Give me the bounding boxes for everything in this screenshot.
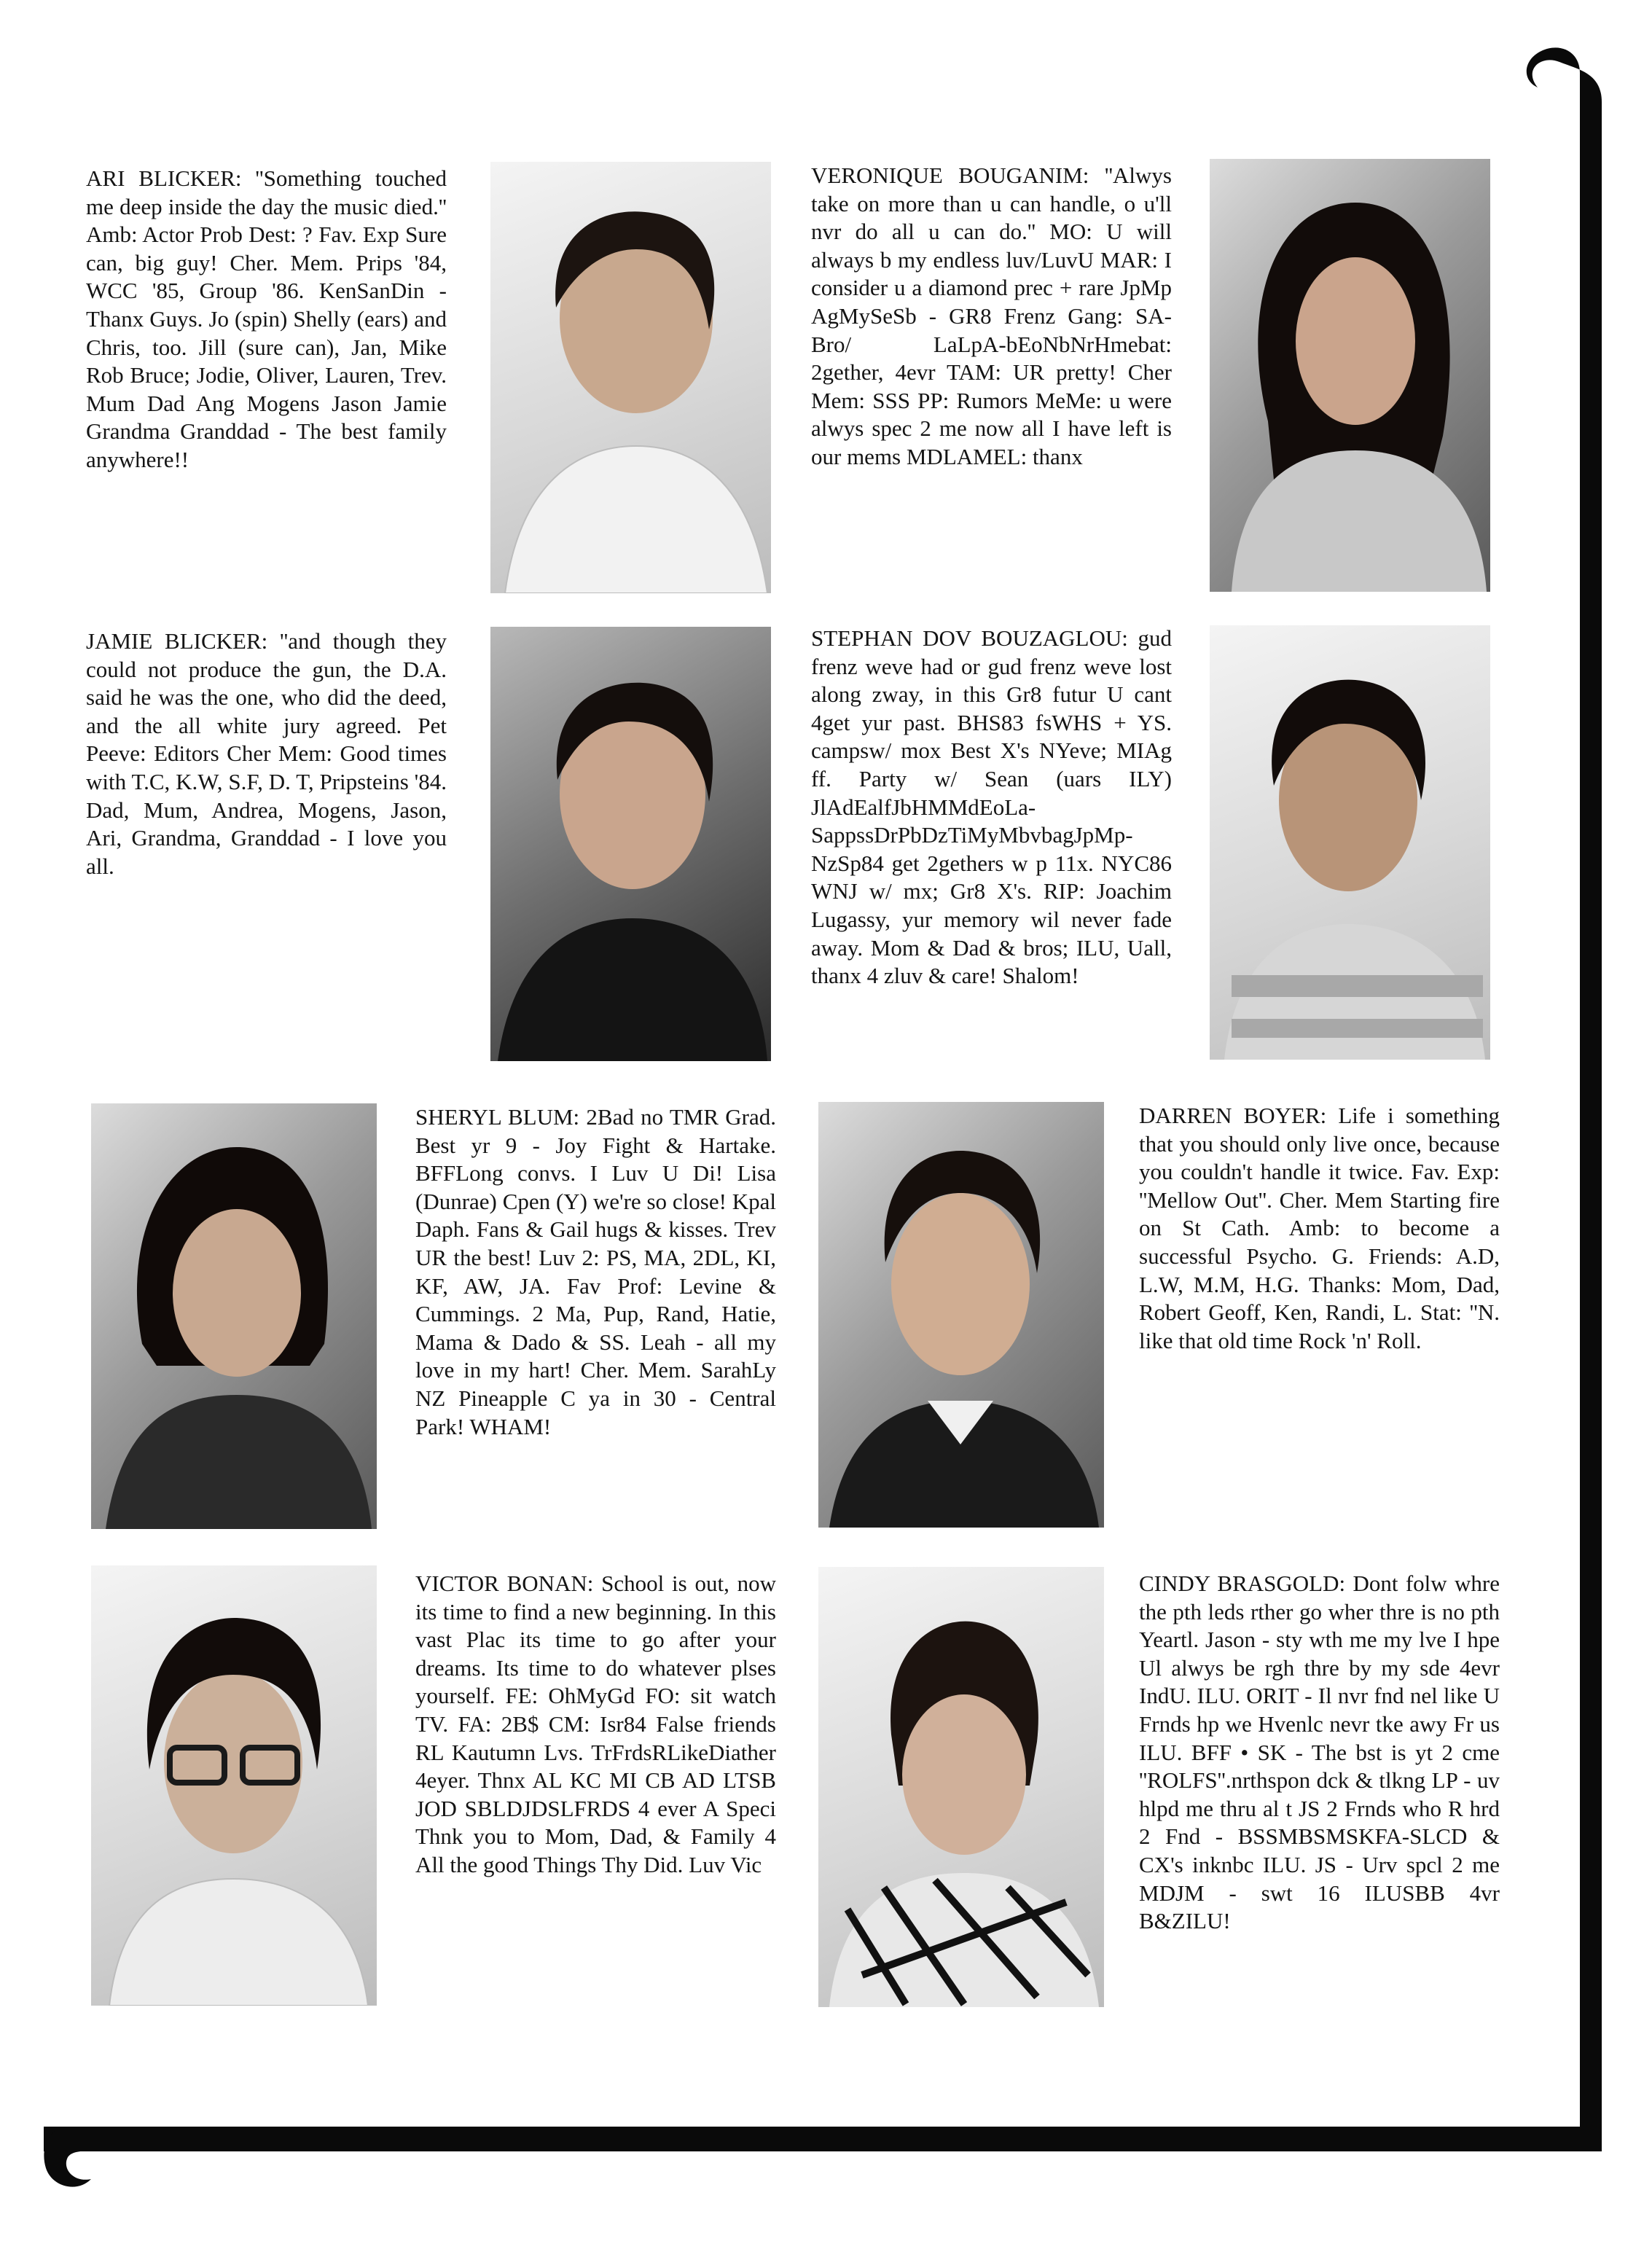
portrait-silhouette-icon — [1210, 625, 1490, 1060]
photo-ari-blicker — [490, 162, 771, 593]
frame-bottom-bar — [44, 2127, 1602, 2151]
portrait-silhouette-icon — [91, 1103, 377, 1529]
portrait-silhouette-icon — [490, 162, 771, 593]
photo-cindy-brasgold — [818, 1567, 1104, 2007]
photo-stephan-bouzaglou — [1210, 625, 1490, 1060]
photo-veronique-bouganim — [1210, 159, 1490, 592]
entry-victor-bonan: VICTOR BONAN: School is out, now its time to find a new beginning. In this vast Plac its time to go after your dreams. Its time to do whatever plses yourself. FE: OhMyGd FO: sit watch TV. FA: 2B$ CM: Isr84 False friends RL Kautumn Lvs. TrFrdsRLikeDiather 4eyer. Thnx AL KC MI CB AD LTSB JOD SBLDJDSLFRDS 4 ever A Speci Thnk you to Mom, Dad, & Family 4 All the good Things Thy Did. Luv Vic — [415, 1571, 776, 1877]
frame-curl-bottom — [40, 2084, 120, 2194]
entry-sheryl-blum: SHERYL BLUM: 2Bad no TMR Grad. Best yr 9 - Joy Fight & Hartake. BFFLong convs. I Luv U Di! Lisa (Dunrae) Cpen (Y) we're so close! Kpal Daph. Fans & Gail hugs & kisses. Trev UR the best! Luv 2: PS, MA, 2DL, KI, KF, AW, JA. Fav Prof: Levine & Cummings. 2 Ma, Pup, Rand, Hatie, Mama & Dado & SS. Leah - all my love in my hart! Cher. Mem. SarahLy NZ Pineapple C ya in 30 - Central Park! WHAM! — [415, 1104, 776, 1439]
photo-jamie-blicker — [490, 627, 771, 1061]
portrait-silhouette-icon — [818, 1567, 1104, 2007]
entry-ari-blicker: ARI BLICKER: ''Something touched me deep inside the day the music died.'' Amb: Actor Prob Dest: ? Fav. Exp Sure can, big guy! Cher. Mem. Prips '84, WCC '85, Group '86. KenSanDin - Thanx Guys. Jo (spin) Shelly (ears) and Chris, too. Jill (sure can), Jan, Mike Rob Bruce; Jodie, Oliver, Lauren, Trev. Mum Dad Ang Mogens Jason Jamie Grandma Granddad - The best family anywhere!! — [86, 165, 447, 472]
portrait-silhouette-icon — [818, 1102, 1104, 1528]
entry-cindy-brasgold: CINDY BRASGOLD: Dont folw whre the pth leds rther go wher thre is no pth Yeartl. Jason - sty wth me my lve I hpe Ul alwys be rgh thre by my sde 4evr IndU. ILU. ORIT - Il nvr fnd nel like U Frnds hp we Hvenlc nevr tke awy Fr us ILU. BFF • SK - The bst is yt 2 cme ''ROLFS''.nrthspon dck & tlkng LP - uv hlpd me thru al t JS 2 Frnds who R hrd 2 Fnd - BSSMBSMSKFA-SLCD & CX's inknbc ILU. JS - Urv spcl 2 me MDJM - swt 16 ILUSBB 4vr B&ZILU! — [1139, 1571, 1500, 1934]
photo-sheryl-blum — [91, 1103, 377, 1529]
photo-darren-boyer — [818, 1102, 1104, 1528]
entry-veronique-bouganim: VERONIQUE BOUGANIM: ''Alwys take on more than u can handle, o u'll nvr do all u can do.'' MO: U will always b my endless luv/LuvU MAR: I consider u a diamond prec + rare JpMp AgMySeSb - GR8 Frenz Gang: SA-Bro/ LaLpA-bEoNbNrHmebat: 2gether, 4evr TAM: UR pretty! Cher Mem: SSS PP: Rumors MeMe: u were alwys spec 2 me now all I have left is our mems MDLAMEL: thanx — [811, 163, 1172, 469]
entry-stephan-bouzaglou: STEPHAN DOV BOUZAGLOU: gud frenz weve had or gud frenz weve lost along zway, in this Gr8 futur U cant 4get yur past. BHS83 fsWHS + YS. campsw/ mox Best X's NYeve; MIAg ff. Party w/ Sean (uars ILY) JlAdEalfJbHMMdEoLa-SappssDrPbDzTiMyMbvbagJpMp-NzSp84 get 2gethers w p 11x. NYC86 WNJ w/ mx; Gr8 X's. RIP: Joachim Lugassy, yur memory wil never fade away. Mom & Dad & bros; ILU, Uall, thanx 4 zluv & care! Shalom! — [811, 625, 1172, 989]
portrait-silhouette-icon — [91, 1565, 377, 2006]
portrait-silhouette-icon — [490, 627, 771, 1061]
portrait-silhouette-icon — [1210, 159, 1490, 592]
photo-victor-bonan — [91, 1565, 377, 2006]
entry-jamie-blicker: JAMIE BLICKER: ''and though they could not produce the gun, the D.A. said he was the one, who did the deed, and the all white jury agreed. Pet Peeve: Editors Cher Mem: Good times with T.C, K.W, S.F, D. T, Pripsteins '84. Dad, Mum, Andrea, Mogens, Jason, Ari, Grandma, Granddad - I love you all. — [86, 628, 447, 879]
frame-right-bar — [1580, 102, 1602, 2143]
entry-darren-boyer: DARREN BOYER: Life i something that you should only live once, because you couldn't handle it twice. Fav. Exp: ''Mellow Out''. Cher. Mem Starting fire on St Cath. Amb: to become a successful Psycho. G. Friends: A.D, L.W, M.M, H.G. Thanks: Mom, Dad, Robert Geoff, Ken, Randi, L. Stat: ''N. like that old time Rock 'n' Roll. — [1139, 1103, 1500, 1353]
